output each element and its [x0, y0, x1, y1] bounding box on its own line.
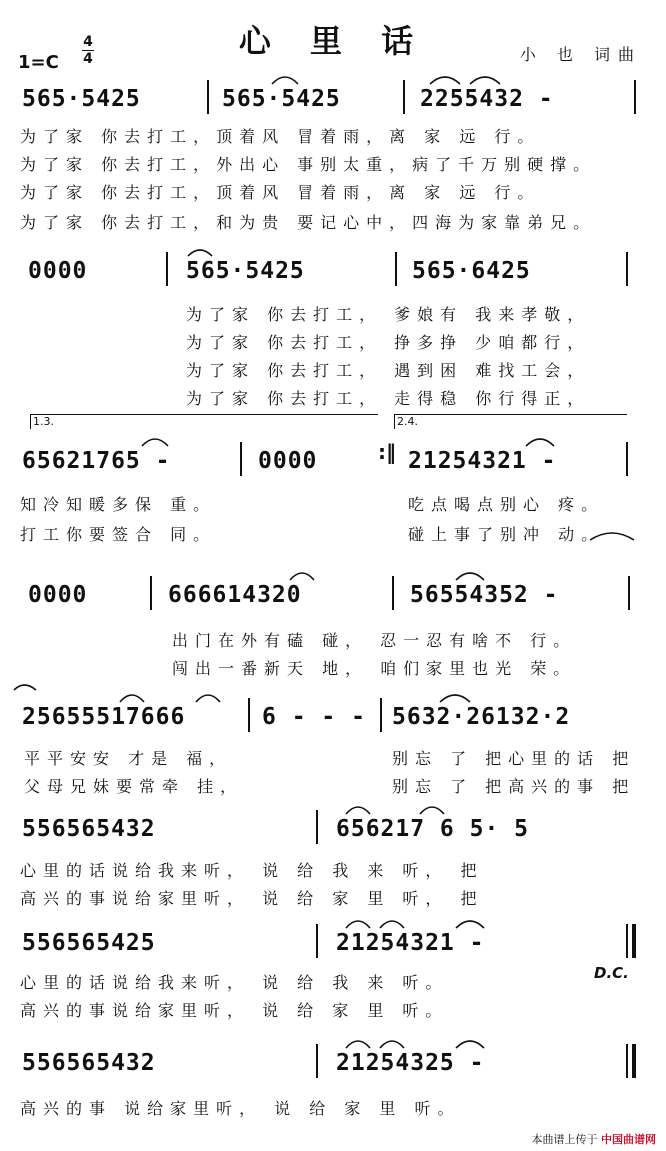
measure-rest: 0000	[28, 258, 88, 284]
lyric-line: 知冷知暖多保 重。	[20, 495, 217, 514]
lyric-line: 为了家 你去打工，外出心 事别太重，病了千万别硬撑。	[20, 155, 597, 174]
measure: 565·6425	[412, 258, 531, 284]
measure: 556565432	[22, 816, 156, 842]
lyric-line: 为了家 你去打工， 遇到困 难找工会，	[186, 361, 591, 380]
measure: 556565425	[22, 930, 156, 956]
measure: 656217 6 5· 5	[336, 816, 530, 842]
lyric-line: 为了家 你去打工， 走得稳 你行得正，	[186, 389, 591, 408]
measure: 25655517666	[22, 704, 186, 730]
lyric-line: 高兴的事说给家里听， 说 给 家 里 听。	[20, 1001, 449, 1020]
lyric-line: 碰上事了别冲 动。	[408, 525, 605, 544]
lyric-line: 为了家 你去打工， 爹娘有 我来孝敬，	[186, 305, 591, 324]
volta-2: 2.4.	[394, 414, 627, 429]
lyric-line: 高兴的事说给家里听， 说 给 家 里 听， 把	[20, 889, 484, 908]
measure: 65621765 -	[22, 448, 171, 474]
measure: 6 - - -	[262, 704, 366, 730]
lyric-line: 心里的话说给我来听， 说 给 我 来 听， 把	[20, 861, 484, 880]
lyric-line: 别忘 了 把心里的话 把	[392, 749, 636, 768]
measure-1: 565·5425	[22, 86, 141, 112]
lyric-line: 心里的话说给我来听， 说 给 我 来 听。	[20, 973, 449, 992]
measure: 56554352 -	[410, 582, 559, 608]
measure: 21254325 -	[336, 1050, 485, 1076]
measure-3: 2255432 -	[420, 86, 554, 112]
lyric-line: 为了家 你去打工，顶着风 冒着雨，离 家 远 行。	[20, 127, 541, 146]
time-top: 4	[83, 34, 93, 50]
lyric-line: 为了家 你去打工，顶着风 冒着雨，离 家 远 行。	[20, 183, 541, 202]
measure: 556565432	[22, 1050, 156, 1076]
repeat-sign: :‖	[378, 440, 396, 464]
measure: 666614320	[168, 582, 302, 608]
lyric-line: 吃点喝点别心 疼。	[408, 495, 605, 514]
lyric-line: 为了家 你去打工， 挣多挣 少咱都行，	[186, 333, 591, 352]
lyric-line: 闯出一番新天 地， 咱们家里也光 荣。	[172, 659, 577, 678]
measure-2: 565·5425	[222, 86, 341, 112]
key-signature: 1=C	[18, 52, 59, 73]
lyric-line: 高兴的事 说给家里听， 说 给 家 里 听。	[20, 1099, 461, 1118]
measure-rest: 0000	[258, 448, 318, 474]
measure: 5632·26132·2	[392, 704, 571, 730]
lyric-line: 出门在外有磕 碰， 忍一忍有啥不 行。	[172, 631, 577, 650]
lyric-line: 父母兄妹要常牵 挂，	[24, 777, 244, 796]
footer-credit	[532, 1131, 657, 1147]
volta-1: 1.3.	[30, 414, 378, 429]
lyric-line: 打工你要签合 同。	[20, 525, 217, 544]
measure: 565·5425	[186, 258, 305, 284]
da-capo-mark: D.C.	[594, 964, 629, 982]
site-brand[interactable]: 中国曲谱网	[601, 1133, 656, 1146]
measure: 21254321 -	[408, 448, 557, 474]
measure: 21254321 -	[336, 930, 485, 956]
measure-rest: 0000	[28, 582, 88, 608]
author-credit: 小 也 词曲	[519, 45, 642, 64]
lyric-line: 为了家 你去打工，和为贵 要记心中，四海为家靠弟兄。	[20, 213, 597, 232]
footer-text: 本曲谱上传于	[531, 1133, 598, 1146]
lyric-line: 别忘 了 把高兴的事 把	[392, 777, 636, 796]
time-bottom: 4	[83, 51, 93, 67]
lyric-line: 平平安安 才是 福，	[24, 749, 233, 768]
page-title: 心 里 话	[238, 22, 428, 60]
